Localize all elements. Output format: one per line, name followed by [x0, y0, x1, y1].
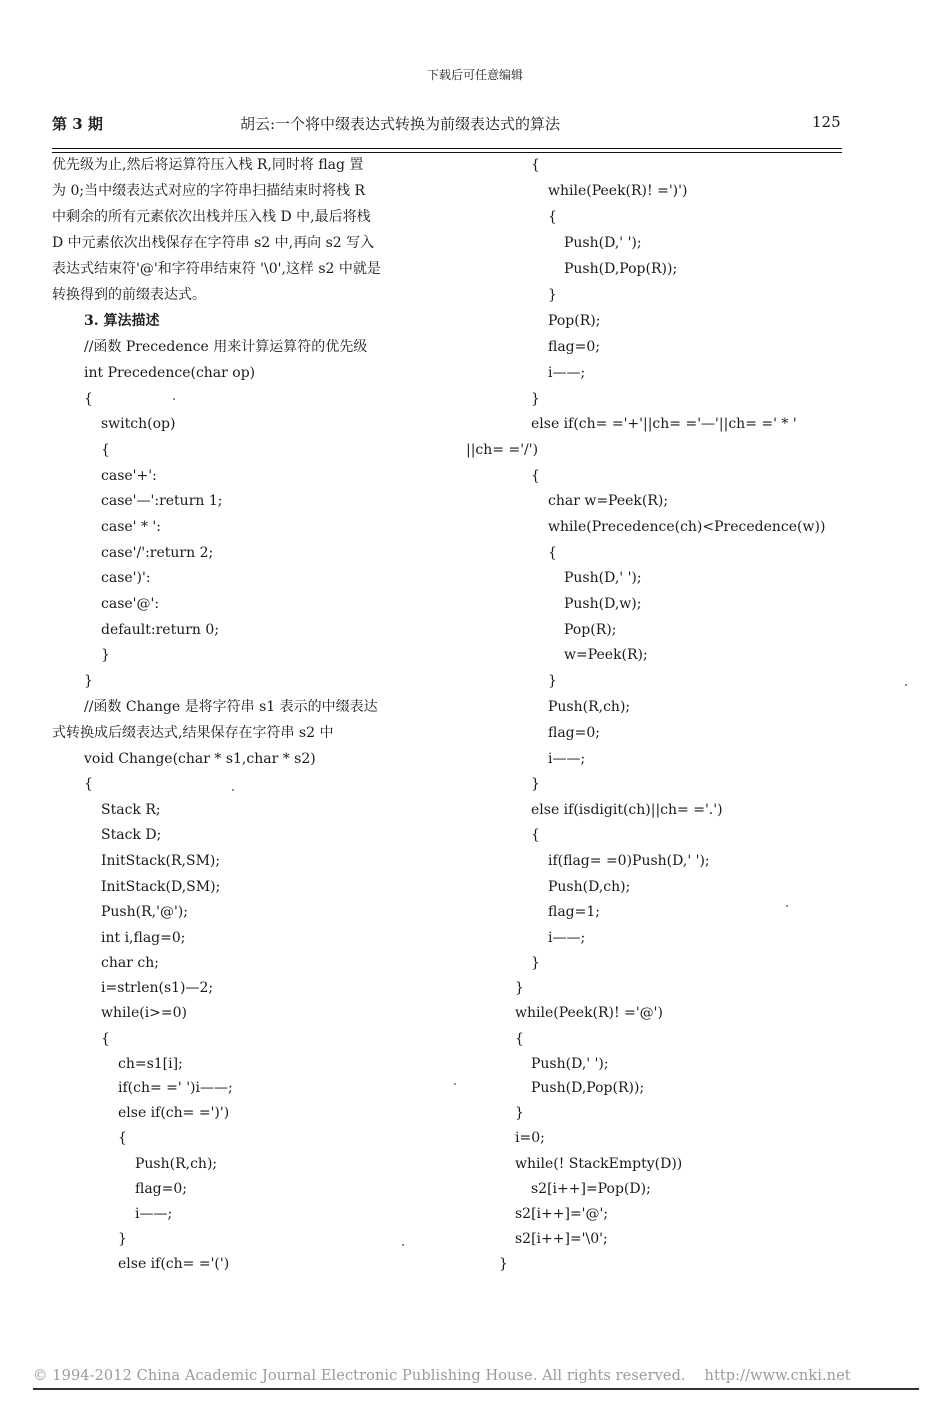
header-rule-bottom	[52, 152, 842, 153]
right-column-line: Push(D,w);	[564, 596, 642, 612]
right-column-line: {	[548, 209, 557, 225]
right-column-line: while(! StackEmpty(D))	[515, 1156, 683, 1172]
left-column-line: char ch;	[101, 955, 159, 971]
right-column-line: s2[i++]='@';	[515, 1206, 609, 1222]
left-column-line: ch=s1[i];	[118, 1056, 183, 1072]
right-column-line: Push(D,Pop(R));	[564, 261, 678, 277]
right-column-line: {	[548, 545, 557, 561]
right-column-line: i——;	[548, 751, 586, 767]
left-column-line: int i,flag=0;	[101, 930, 186, 946]
right-column-line: while(Precedence(ch)<Precedence(w))	[548, 519, 826, 535]
footer-rule	[33, 1388, 919, 1390]
right-column-line: flag=0;	[548, 725, 601, 741]
right-column-line: w=Peek(R);	[564, 647, 648, 663]
left-column-line: if(ch= =' ')i——;	[118, 1080, 233, 1096]
left-column-line: {	[118, 1130, 127, 1146]
right-column-line: ||ch= ='/')	[466, 442, 539, 458]
right-column-line: else if(ch= ='+'||ch= ='—'||ch= =' * '	[531, 416, 797, 432]
right-column-line: s2[i++]='\0';	[515, 1231, 608, 1247]
left-column-line: Push(R,'@');	[101, 904, 188, 920]
right-column-line: while(Peek(R)! ='@')	[515, 1005, 663, 1021]
right-column-line: }	[548, 673, 557, 689]
right-column-line: Pop(R);	[548, 313, 601, 329]
right-column-line: {	[531, 468, 540, 484]
right-column-line: }	[515, 980, 524, 996]
right-column-line: Push(D,' ');	[531, 1056, 609, 1072]
left-column-line: {	[101, 1031, 110, 1047]
left-column-line: Push(R,ch);	[135, 1156, 218, 1172]
right-column-line: Push(D,Pop(R));	[531, 1080, 645, 1096]
scan-speck	[402, 1244, 404, 1246]
left-column-line: while(i>=0)	[101, 1005, 188, 1021]
left-column-line: case'/':return 2;	[101, 545, 214, 561]
left-column-line: 式转换成后缀表达式,结果保存在字符串 s2 中	[52, 725, 334, 741]
left-column-line: case'—':return 1;	[101, 493, 223, 509]
left-column-line: else if(ch= =')')	[118, 1105, 230, 1121]
left-column-line: Stack R;	[101, 802, 161, 818]
left-column-line: }	[101, 647, 110, 663]
left-column-line: case'@':	[101, 596, 160, 612]
right-column-line: flag=0;	[548, 339, 601, 355]
right-column-line: Push(D,' ');	[564, 570, 642, 586]
left-column-line: i——;	[135, 1206, 173, 1222]
left-column-line: void Change(char * s1,char * s2)	[84, 751, 316, 767]
issue-number: 第 3 期	[52, 115, 103, 133]
scan-speck	[454, 1083, 456, 1085]
right-column-line: Push(D,' ');	[564, 235, 642, 251]
right-column-line: char w=Peek(R);	[548, 493, 669, 509]
right-column-line: }	[499, 1256, 508, 1272]
right-column-line: {	[531, 157, 540, 173]
right-column-line: else if(isdigit(ch)||ch= ='.')	[531, 802, 723, 818]
left-column-line: D 中元素依次出栈保存在字符串 s2 中,再向 s2 写入	[52, 235, 375, 251]
right-column-line: if(flag= =0)Push(D,' ');	[548, 853, 710, 869]
scan-speck	[786, 905, 788, 907]
right-column-line: }	[531, 955, 540, 971]
right-column-line: s2[i++]=Pop(D);	[531, 1181, 651, 1197]
left-column-line: InitStack(D,SM);	[101, 879, 221, 895]
left-column-line: switch(op)	[101, 416, 176, 432]
right-column-line: i=0;	[515, 1130, 545, 1146]
right-column-line: i——;	[548, 365, 586, 381]
scan-speck	[232, 789, 234, 791]
page-number: 125	[812, 113, 841, 131]
left-column-line: {	[84, 391, 93, 407]
left-column-line: {	[101, 442, 110, 458]
left-column-line: 中剩余的所有元素依次出栈并压入栈 D 中,最后将栈	[52, 209, 371, 225]
left-column-line: 优先级为止,然后将运算符压入栈 R,同时将 flag 置	[52, 157, 364, 173]
left-column-line: case' * ':	[101, 519, 161, 535]
right-column-line: Push(D,ch);	[548, 879, 631, 895]
header-rule-top	[52, 148, 842, 149]
right-column-line: }	[515, 1105, 524, 1121]
left-column-line: case')':	[101, 570, 151, 586]
left-column-line: i=strlen(s1)—2;	[101, 980, 214, 996]
left-column-line: InitStack(R,SM);	[101, 853, 221, 869]
right-column-line: {	[531, 827, 540, 843]
left-column-line: Stack D;	[101, 827, 162, 843]
left-column-line: }	[84, 673, 93, 689]
scan-speck	[173, 398, 175, 400]
download-note: 下载后可任意编辑	[426, 68, 523, 82]
right-column-line: }	[531, 391, 540, 407]
left-column-line: 为 0;当中缀表达式对应的字符串扫描结束时将栈 R	[52, 183, 366, 199]
left-column-line: else if(ch= ='(')	[118, 1256, 230, 1272]
left-column-line: default:return 0;	[101, 622, 220, 638]
right-column-line: flag=1;	[548, 904, 601, 920]
right-column-line: Push(R,ch);	[548, 699, 631, 715]
left-column-line: case'+':	[101, 468, 157, 484]
right-column-line: {	[515, 1031, 524, 1047]
copyright-footer: © 1994-2012 China Academic Journal Electronic Publishing House. All rights reserved. http://www.cnki.net	[33, 1368, 851, 1384]
running-title: 胡云:一个将中缀表达式转换为前缀表达式的算法	[240, 115, 561, 133]
right-column-line: }	[548, 287, 557, 303]
left-column-line: }	[118, 1231, 127, 1247]
left-column-line: //函数 Precedence 用来计算运算符的优先级	[84, 339, 368, 355]
right-column-line: }	[531, 776, 540, 792]
left-column-line: int Precedence(char op)	[84, 365, 256, 381]
left-column-line: 转换得到的前缀表达式。	[52, 287, 206, 303]
right-column-line: while(Peek(R)! =')')	[548, 183, 688, 199]
left-column-line: flag=0;	[135, 1181, 188, 1197]
left-column-line: 3. 算法描述	[84, 313, 160, 329]
right-column-line: Pop(R);	[564, 622, 617, 638]
scan-speck	[905, 684, 907, 686]
left-column-line: {	[84, 776, 93, 792]
left-column-line: 表达式结束符'@'和字符串结束符 '\0',这样 s2 中就是	[52, 261, 381, 277]
left-column-line: //函数 Change 是将字符串 s1 表示的中缀表达	[84, 699, 378, 715]
right-column-line: i——;	[548, 930, 586, 946]
